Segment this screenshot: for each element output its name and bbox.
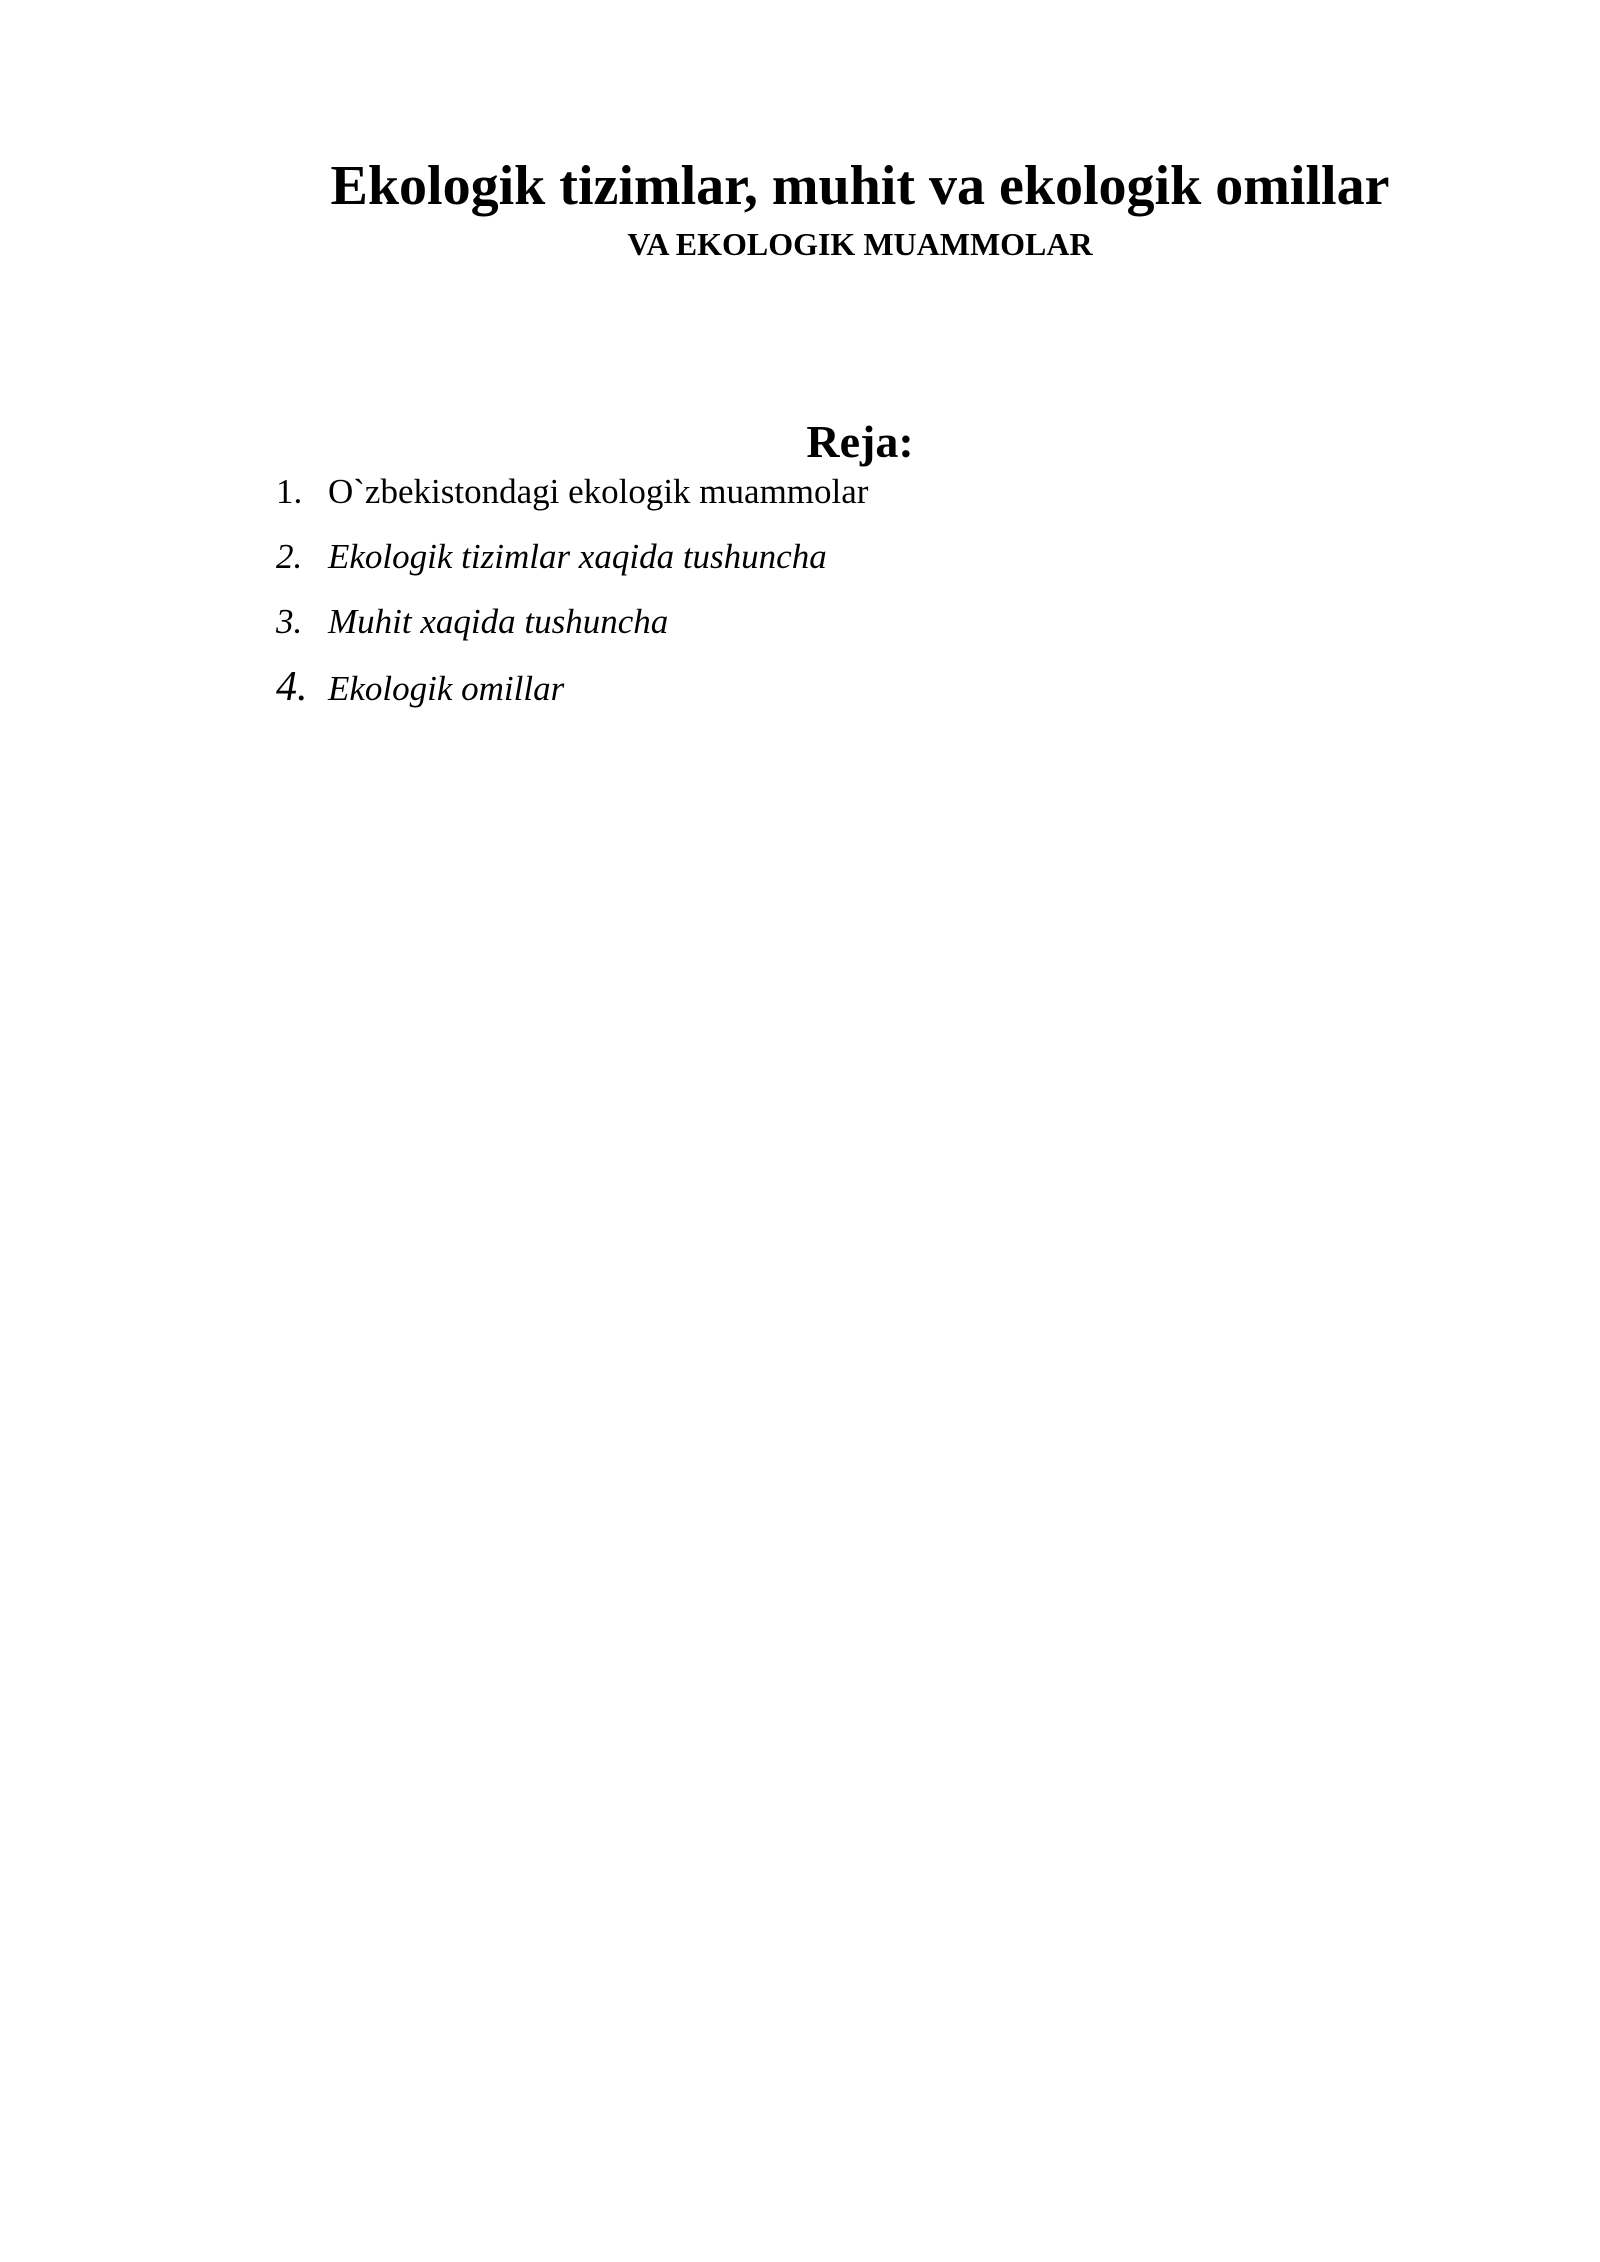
plan-item-number: 4.	[276, 664, 308, 710]
plan-item	[276, 470, 868, 514]
plan-item-text: Muhit xaqida tushuncha	[328, 602, 669, 641]
document-subtitle: VA EKOLOGIK MUAMMOLAR	[627, 226, 1093, 262]
plan-item	[276, 600, 868, 644]
plan-item-number: 3.	[276, 602, 303, 641]
plan-list	[276, 470, 868, 711]
plan-item	[276, 665, 868, 711]
plan-item	[276, 535, 868, 579]
plan-item-text: Ekologik tizimlar xaqida tushuncha	[328, 537, 827, 576]
plan-item-text: Ekologik omillar	[328, 669, 565, 708]
plan-item-text: O`zbekistondagi ekologik muammolar	[328, 472, 869, 511]
plan-item-number: 2.	[276, 537, 303, 576]
document-title: Ekologik tizimlar, muhit va ekologik omillar	[330, 155, 1390, 217]
plan-heading: Reja:	[806, 416, 914, 467]
plan-item-number: 1.	[276, 472, 303, 511]
